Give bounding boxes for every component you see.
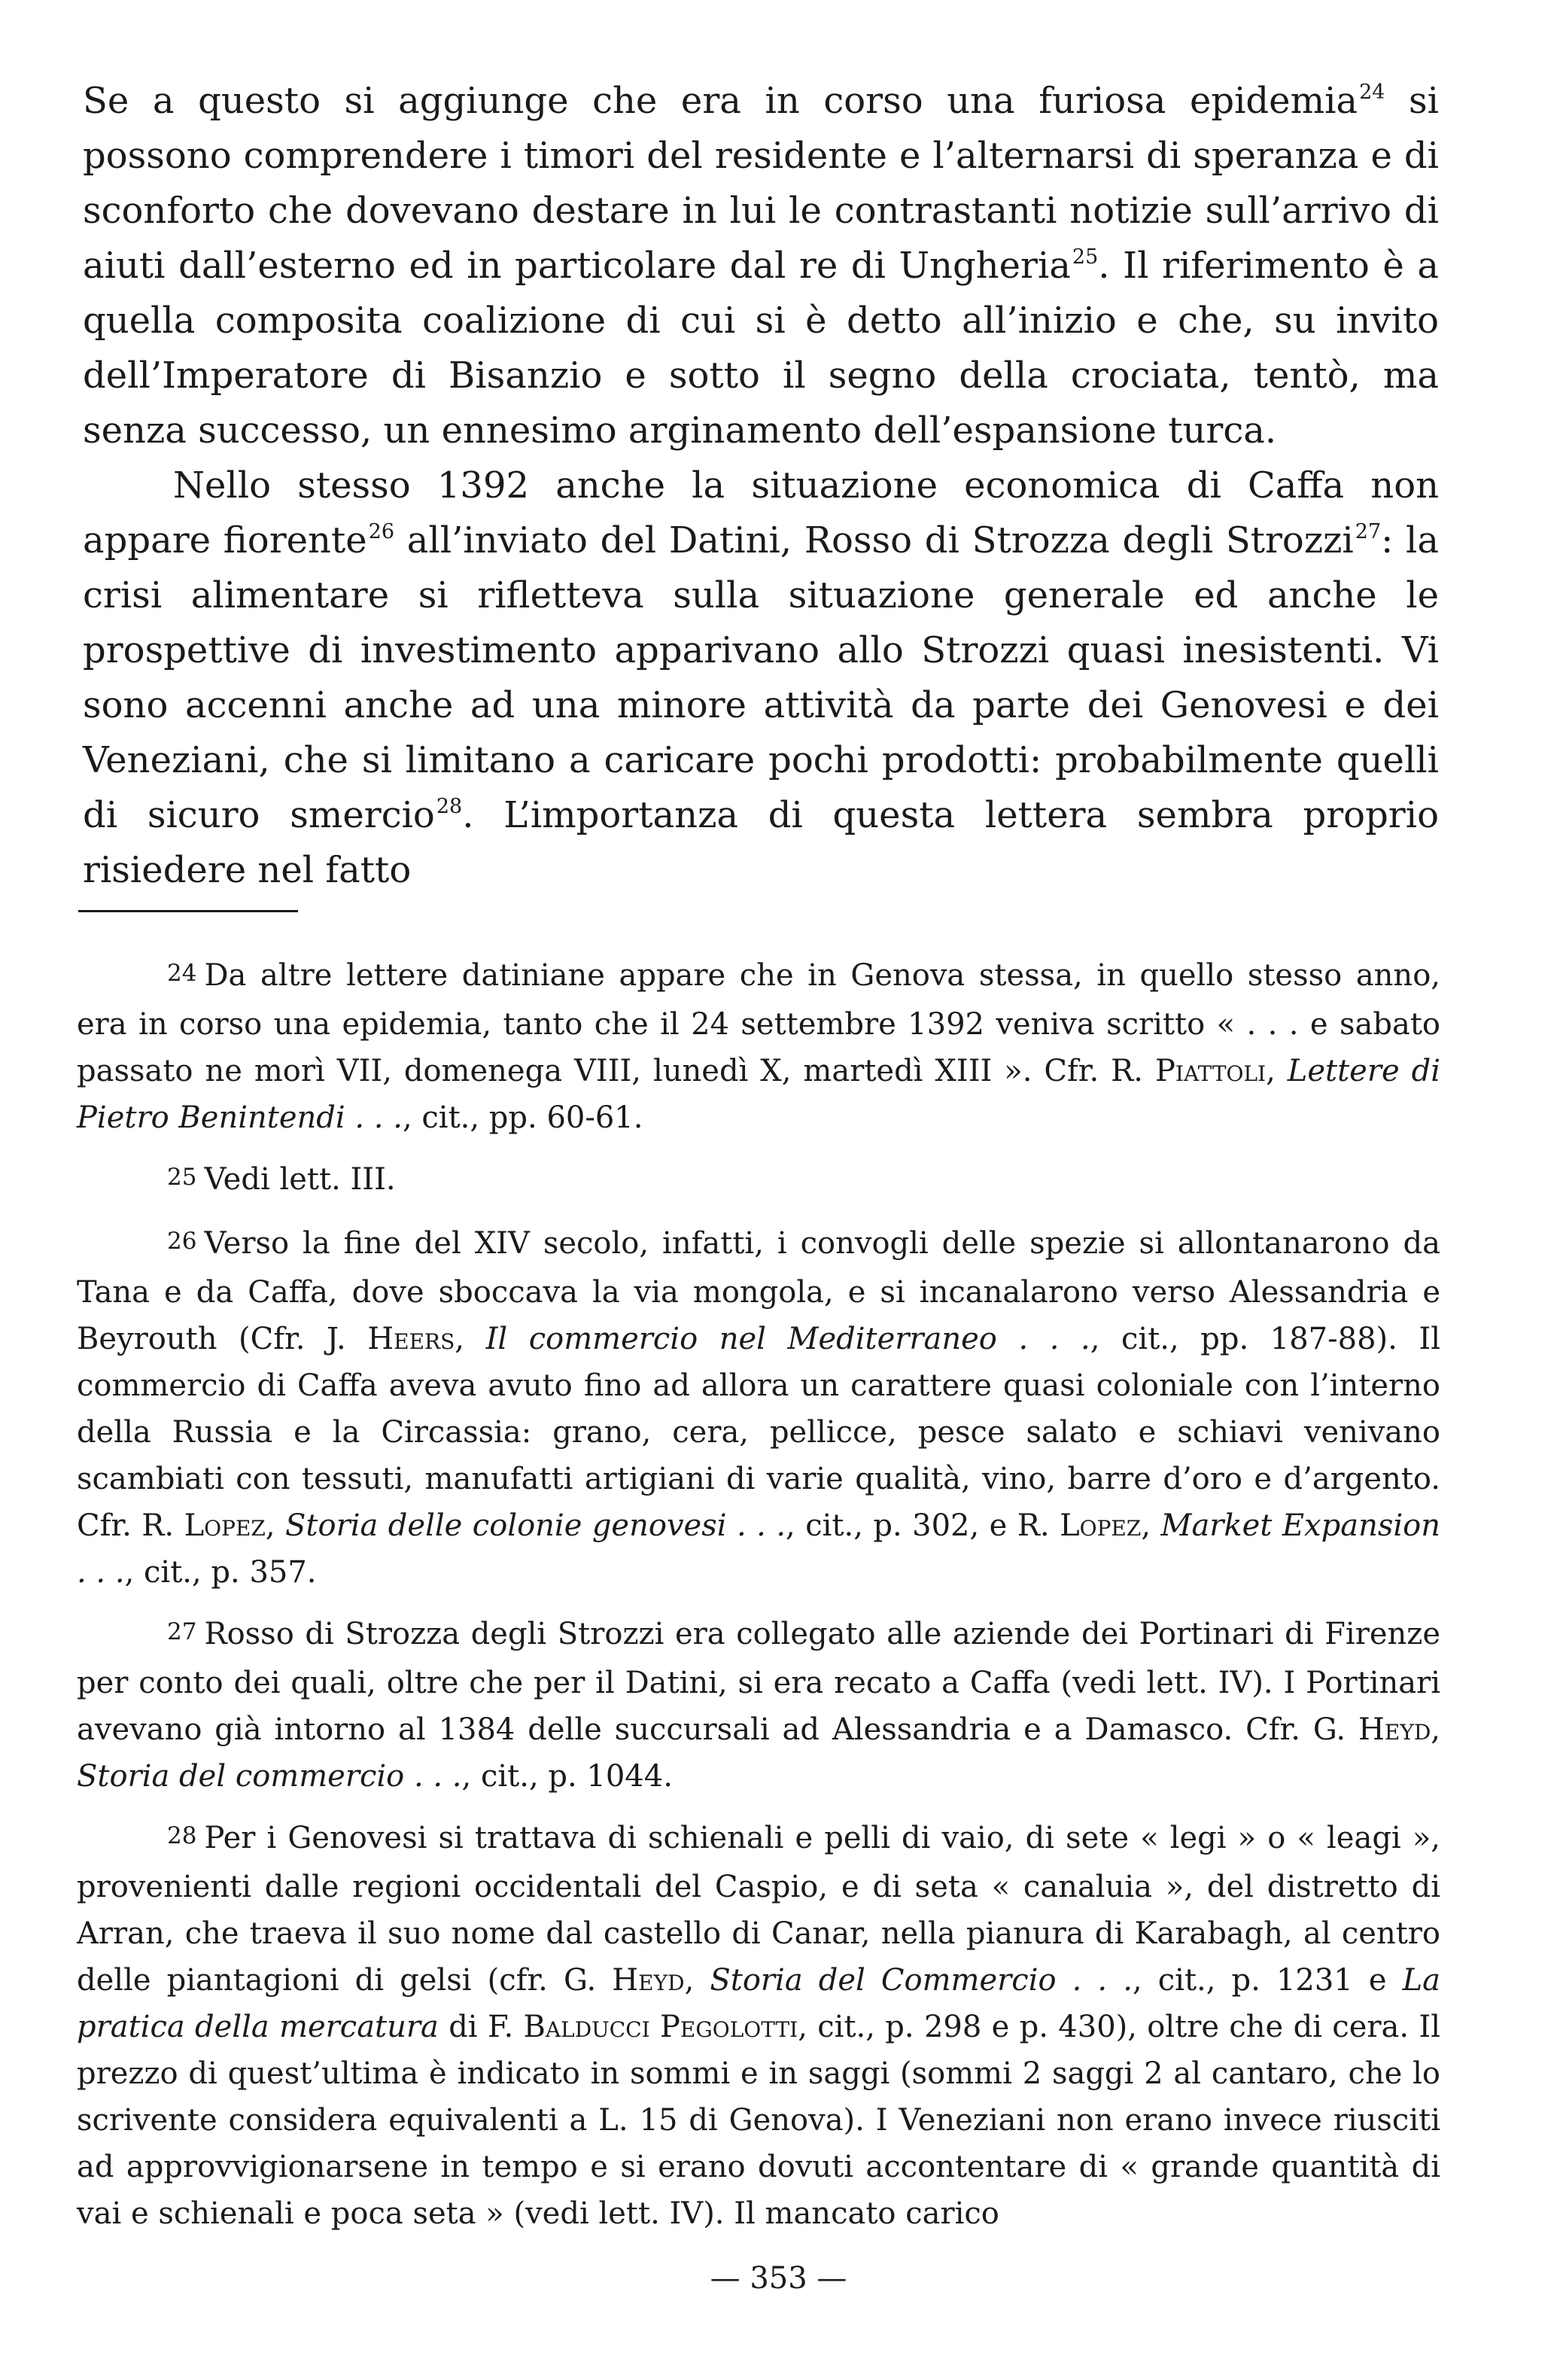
footnote-ref-24: 24 [1359, 81, 1385, 105]
paragraph [83, 74, 1439, 458]
author-name: Heyd [1358, 1712, 1431, 1747]
footnote-28 [77, 1815, 1440, 2237]
text-run: Rosso di Strozza degli Strozzi era collegato alle aziende dei Portinari di Firenze per conto dei quali, oltre che per il Datini, si era recato a Caffa (vedi lett. IV). I Portinari avevano già intorno al 1384 delle succursali ad Alessandria e a Damasco. Cfr. G. [77, 1617, 1440, 1747]
main-text [83, 74, 1439, 898]
footnote-24 [77, 952, 1440, 1141]
text-run: . L’importanza di questa lettera sembra proprio risiedere nel fatto [83, 794, 1439, 891]
text-run: Per i Genovesi si trattava di schienali e pelli di vaio, di sete « legi » o « leagi », provenienti dalle regioni occidentali del Caspio, e di seta « canaluia », del distretto di Arran, che traeva il suo nome dal castello di Canar, nella pianura di Karabagh, al centro delle piantagioni di gelsi (cfr. G. [77, 1821, 1440, 1998]
footnote-number: 27 [167, 1618, 197, 1645]
text-run: Se a questo si aggiunge che era in corso una furiosa epidemia [83, 80, 1358, 122]
paragraph [83, 458, 1439, 898]
work-title: Lettere di Pietro Benintendi . . . [77, 1054, 1440, 1135]
footnote-26 [77, 1220, 1440, 1596]
text-run: di F. [438, 2010, 524, 2044]
footnote-ref-27: 27 [1355, 520, 1382, 544]
text-run: Nello stesso 1392 anche la situazione economica di Caffa non appare fiorente [83, 464, 1439, 562]
work-title: Storia del Commercio . . . [710, 1963, 1133, 1998]
text-run: , [684, 1963, 710, 1998]
work-title: Storia delle colonie genovesi . . . [285, 1508, 786, 1543]
text-run: , cit., p. 357. [124, 1555, 317, 1590]
footnote-separator [78, 910, 298, 912]
work-title: Il commercio nel Mediterraneo . . . [485, 1322, 1090, 1356]
text-run: Vedi lett. III. [204, 1162, 396, 1197]
work-title: Market Expansion . . . [77, 1508, 1440, 1590]
footnote-number: 26 [167, 1228, 197, 1255]
footnote-27 [77, 1611, 1440, 1800]
text-run: , cit., pp. 187-88). Il commercio di Caffa aveva avuto fino ad allora un carattere quasi coloniale con l’interno della Russia e la Circassia: grano, cera, pellicce, pesce salato e schiavi venivano scambiati con tessuti, manufatti artigiani di varie qualità, vino, barre d’oro e d’argento. Cfr. R. [77, 1322, 1441, 1543]
footnote-number: 25 [167, 1164, 197, 1191]
author-name: Piattoli [1154, 1054, 1267, 1088]
author-name: Lopez [184, 1508, 266, 1543]
page-number: — 353 — [710, 2261, 847, 2296]
work-title: La pratica della mercatura [77, 1963, 1440, 2044]
author-name: Heers [367, 1322, 455, 1356]
text-run: , [455, 1322, 486, 1356]
author-name: Heyd [612, 1963, 685, 1998]
work-title: Storia del commercio . . . [77, 1759, 462, 1794]
text-run: , [1141, 1508, 1161, 1543]
text-run: , cit., p. 1044. [461, 1759, 673, 1794]
footnotes [77, 952, 1440, 2252]
author-name: Lopez [1060, 1508, 1142, 1543]
text-run: . Il riferimento è a quella composita coalizione di cui si è detto all’inizio e che, su invito dell’Imperatore di Bisanzio e sotto il segno della crociata, tentò, ma senza successo, un ennesimo arginamento dell’espansione turca. [83, 245, 1439, 452]
footnote-25 [77, 1156, 1440, 1205]
text-run: , cit., p. 298 e p. 430), oltre che di cera. Il prezzo di quest’ultima è indicato in sommi e in saggi (sommi 2 saggi 2 al cantaro, che lo scrivente considera equivalenti a L. 15 di Genova). I Veneziani non erano invece riusciti ad approvvigionarsene in tempo e si erano dovuti accontentare di « grande quantità di vai e schienali e poca seta » (vedi lett. IV). Il mancato carico [77, 2010, 1440, 2231]
text-run: , [1266, 1054, 1288, 1088]
footnote-ref-28: 28 [436, 795, 463, 819]
footnote-ref-26: 26 [368, 520, 395, 544]
text-run: Da altre lettere datiniane appare che in Genova stessa, in quello stesso anno, era in corso una epidemia, tanto che il 24 settembre 1392 veniva scritto « . . . e sabato passato ne morì VII, domenega VIII, lunedì X, martedì XIII ». Cfr. R. [77, 958, 1440, 1088]
author-name: Balducci Pegolotti [523, 2010, 798, 2044]
footnote-number: 28 [167, 1822, 197, 1849]
text-run: , [1431, 1712, 1440, 1747]
text-run: , cit., p. 1231 e [1132, 1963, 1403, 1998]
text-run: , [265, 1508, 286, 1543]
footnote-ref-25: 25 [1072, 245, 1099, 269]
text-run: , cit., p. 302, e R. [786, 1508, 1060, 1543]
text-run: Verso la fine del XIV secolo, infatti, i convogli delle spezie si allontanarono da Tana e da Caffa, dove sboccava la via mongola, e si incanalarono verso Alessandria e Beyrouth (Cfr. J. [77, 1226, 1440, 1356]
text-run: all’inviato del Datini, Rosso di Strozza degli Strozzi [394, 519, 1354, 562]
text-run: : la crisi alimentare si rifletteva sulla situazione generale ed anche le prospettive di investimento apparivano allo Strozzi quasi inesistenti. Vi sono accenni anche ad una minore attività da parte dei Genovesi e dei Veneziani, che si limitano a caricare pochi prodotti: probabilmente quelli di sicuro smercio [83, 519, 1439, 836]
text-run: si possono comprendere i timori del residente e l’alternarsi di speranza e di sconforto che dovevano destare in lui le contrastanti notizie sull’arrivo di aiuti dall’esterno ed in particolare dal re di Ungheria [83, 80, 1440, 287]
footnote-number: 24 [167, 960, 197, 987]
text-run: , cit., pp. 60-61. [402, 1100, 643, 1135]
